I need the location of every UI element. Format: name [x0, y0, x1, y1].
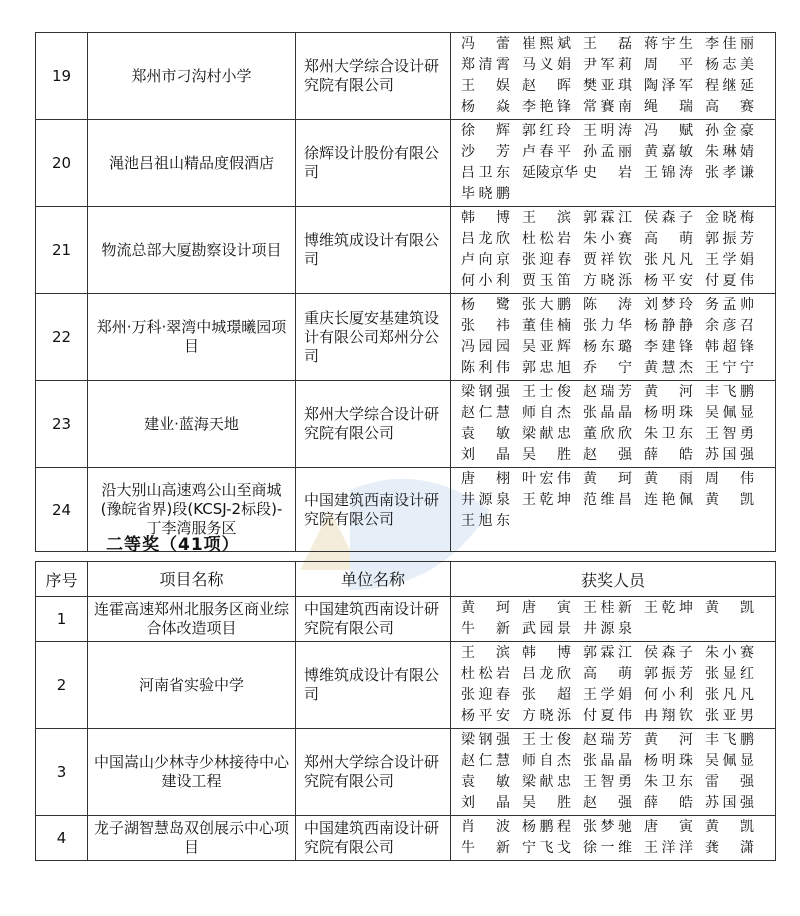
table-row — [36, 597, 776, 642]
person-name: 方晓泺 — [522, 708, 571, 724]
person-name: 何小利 — [461, 273, 510, 289]
person-name: 黄 凯 — [705, 819, 754, 835]
person-name: 张大鹏 — [522, 297, 571, 313]
row-number: 19 — [36, 33, 88, 120]
person-name: 王 滨 — [461, 645, 510, 661]
person-name: 朱小赛 — [705, 645, 754, 661]
person-name: 王学娟 — [705, 252, 754, 268]
person-name: 李佳丽 — [705, 36, 754, 52]
unit-name: 中国建筑西南设计研究院有限公司 — [296, 816, 451, 861]
person-name: 张晶晶 — [583, 405, 632, 421]
person-name: 黄 凯 — [705, 492, 754, 508]
people-grid — [461, 731, 775, 813]
person-name: 张亚男 — [705, 708, 754, 724]
person-name: 叶宏伟 — [522, 471, 571, 487]
row-number: 24 — [36, 468, 88, 552]
person-name: 梁献忠 — [522, 426, 571, 442]
people-grid — [461, 599, 775, 639]
person-name: 赵 强 — [583, 795, 632, 811]
row-number: 3 — [36, 729, 88, 816]
award-people — [451, 381, 776, 468]
person-name: 王锦涛 — [644, 165, 693, 181]
person-name: 王乾坤 — [522, 492, 571, 508]
person-name: 黄 凯 — [705, 600, 754, 616]
person-name: 韩超锋 — [705, 339, 754, 355]
person-name: 王宁宁 — [705, 360, 754, 376]
project-name: 渑池吕祖山精品度假酒店 — [88, 120, 296, 207]
person-name: 黄 雨 — [644, 471, 693, 487]
person-name: 黄慧杰 — [644, 360, 693, 376]
person-name: 杨平安 — [461, 708, 510, 724]
person-name: 吴 胜 — [522, 447, 571, 463]
person-name: 杜松岩 — [522, 231, 571, 247]
person-name: 徐 辉 — [461, 123, 510, 139]
person-name: 唐 寅 — [644, 819, 693, 835]
project-name: 沿大别山高速鸡公山至商城(豫皖省界)段(KCSJ-2标段)-丁李湾服务区 — [88, 468, 296, 552]
person-name: 范维昌 — [583, 492, 632, 508]
person-name: 梁钢强 — [461, 732, 510, 748]
person-name: 丰飞鹏 — [705, 384, 754, 400]
person-name: 卢向京 — [461, 252, 510, 268]
person-name: 陈利伟 — [461, 360, 510, 376]
person-name: 张凡凡 — [705, 687, 754, 703]
person-name: 孙孟丽 — [583, 144, 632, 160]
person-name: 张迎春 — [461, 687, 510, 703]
row-number: 4 — [36, 816, 88, 861]
person-name: 付夏伟 — [583, 708, 632, 724]
person-name: 牛 新 — [461, 840, 510, 856]
people-grid — [461, 818, 775, 858]
people-grid — [461, 383, 775, 465]
person-name: 郭忠旭 — [522, 360, 571, 376]
person-name: 王乾坤 — [644, 600, 693, 616]
person-name: 唐 栩 — [461, 471, 510, 487]
award-people — [451, 294, 776, 381]
table-header-row — [36, 562, 776, 597]
person-name: 刘梦玲 — [644, 297, 693, 313]
person-name: 陶泽军 — [644, 78, 693, 94]
person-name: 毕晓鹏 — [461, 186, 510, 202]
header-no: 序号 — [36, 562, 88, 597]
project-name: 建业·蓝海天地 — [88, 381, 296, 468]
award-people — [451, 729, 776, 816]
people-grid — [461, 35, 775, 117]
person-name: 杨 焱 — [461, 99, 510, 115]
person-name: 贾祥钦 — [583, 252, 632, 268]
person-name: 方晓泺 — [583, 273, 632, 289]
person-name: 井源泉 — [583, 621, 632, 637]
person-name: 王 滨 — [522, 210, 571, 226]
person-name: 孙金豪 — [705, 123, 754, 139]
person-name: 高 萌 — [583, 666, 632, 682]
person-name: 黄 河 — [644, 384, 693, 400]
person-name: 袁 敏 — [461, 426, 510, 442]
person-name: 朱卫东 — [644, 426, 693, 442]
person-name: 杜松岩 — [461, 666, 510, 682]
person-name: 吕卫东 — [461, 165, 510, 181]
award-people — [451, 468, 776, 552]
person-name: 金晓梅 — [705, 210, 754, 226]
person-name: 李建锋 — [644, 339, 693, 355]
person-name: 赵 强 — [583, 447, 632, 463]
person-name: 郭红玲 — [522, 123, 571, 139]
person-name: 董佳楠 — [522, 318, 571, 334]
person-name: 王学娟 — [583, 687, 632, 703]
award-people — [451, 642, 776, 729]
person-name: 刘 晶 — [461, 447, 510, 463]
person-name: 付夏伟 — [705, 273, 754, 289]
header-unit: 单位名称 — [296, 562, 451, 597]
person-name: 井源泉 — [461, 492, 510, 508]
people-grid — [461, 644, 775, 726]
project-name: 连霍高速郑州北服务区商业综合体改造项目 — [88, 597, 296, 642]
person-name: 沙 芳 — [461, 144, 510, 160]
table-row — [36, 642, 776, 729]
person-name: 杨明珠 — [644, 753, 693, 769]
people-grid — [461, 209, 775, 291]
person-name: 宁飞戈 — [522, 840, 571, 856]
person-name: 张孝谦 — [705, 165, 754, 181]
person-name: 连艳佩 — [644, 492, 693, 508]
person-name: 吴佩显 — [705, 753, 754, 769]
person-name: 杨平安 — [644, 273, 693, 289]
award-people — [451, 816, 776, 861]
award-people — [451, 207, 776, 294]
person-name: 余彦召 — [705, 318, 754, 334]
person-name: 徐一维 — [583, 840, 632, 856]
unit-name: 博维筑成设计有限公司 — [296, 642, 451, 729]
person-name: 黄嘉敏 — [644, 144, 693, 160]
person-name: 杨志美 — [705, 57, 754, 73]
person-name: 王洋洋 — [644, 840, 693, 856]
person-name: 史 岩 — [583, 165, 632, 181]
unit-name: 中国建筑西南设计研究院有限公司 — [296, 468, 451, 552]
person-name: 王桂新 — [583, 600, 632, 616]
person-name: 袁 敏 — [461, 774, 510, 790]
person-name: 赵 晖 — [522, 78, 571, 94]
unit-name: 博维筑成设计有限公司 — [296, 207, 451, 294]
person-name: 张迎春 — [522, 252, 571, 268]
person-name: 赵仁慧 — [461, 753, 510, 769]
table-row — [36, 816, 776, 861]
person-name: 杨静静 — [644, 318, 693, 334]
person-name: 杨明珠 — [644, 405, 693, 421]
award-people — [451, 597, 776, 642]
unit-name: 重庆长厦安基建筑设计有限公司郑州分公司 — [296, 294, 451, 381]
person-name: 冯园园 — [461, 339, 510, 355]
person-name: 吴佩显 — [705, 405, 754, 421]
person-name: 杨鹏程 — [522, 819, 571, 835]
row-number: 22 — [36, 294, 88, 381]
person-name: 王明涛 — [583, 123, 632, 139]
unit-name: 郑州大学综合设计研究院有限公司 — [296, 33, 451, 120]
person-name: 杨 鹭 — [461, 297, 510, 313]
person-name: 薛 皓 — [644, 447, 693, 463]
person-name: 武园景 — [522, 621, 571, 637]
person-name: 韩 博 — [522, 645, 571, 661]
person-name: 梁钢强 — [461, 384, 510, 400]
person-name: 何小利 — [644, 687, 693, 703]
person-name: 董欣欣 — [583, 426, 632, 442]
person-name: 贾玉笛 — [522, 273, 571, 289]
person-name: 张梦驰 — [583, 819, 632, 835]
person-name: 刘 晶 — [461, 795, 510, 811]
person-name: 张力华 — [583, 318, 632, 334]
person-name: 李艳锋 — [522, 99, 571, 115]
person-name: 吕龙欣 — [522, 666, 571, 682]
person-name: 苏国强 — [705, 447, 754, 463]
unit-name: 徐辉设计股份有限公司 — [296, 120, 451, 207]
unit-name: 郑州大学综合设计研究院有限公司 — [296, 729, 451, 816]
person-name: 苏国强 — [705, 795, 754, 811]
person-name: 黄 珂 — [583, 471, 632, 487]
table-row — [36, 729, 776, 816]
person-name: 务孟帅 — [705, 297, 754, 313]
row-number: 21 — [36, 207, 88, 294]
person-name: 吕龙欣 — [461, 231, 510, 247]
table-row — [36, 33, 776, 120]
person-name: 郭霖江 — [583, 210, 632, 226]
person-name: 杨东璐 — [583, 339, 632, 355]
person-name: 尹军莉 — [583, 57, 632, 73]
person-name: 王士俊 — [522, 732, 571, 748]
project-name: 郑州·万科·翠湾中城璟曦园项目 — [88, 294, 296, 381]
person-name: 陈 涛 — [583, 297, 632, 313]
person-name: 高 萌 — [644, 231, 693, 247]
person-name: 黄 珂 — [461, 600, 510, 616]
person-name: 王 娱 — [461, 78, 510, 94]
row-number: 23 — [36, 381, 88, 468]
person-name: 龚 潇 — [705, 840, 754, 856]
awards-table-first-prize — [35, 32, 776, 552]
person-name: 张 超 — [522, 687, 571, 703]
awards-table-second-prize — [35, 561, 776, 861]
person-name: 师自杰 — [522, 405, 571, 421]
table-row — [36, 294, 776, 381]
project-name: 中国嵩山少林寺少林接待中心建设工程 — [88, 729, 296, 816]
person-name: 郭振芳 — [644, 666, 693, 682]
person-name: 王士俊 — [522, 384, 571, 400]
person-name: 薛 皓 — [644, 795, 693, 811]
person-name: 冯 赋 — [644, 123, 693, 139]
person-name: 吴亚辉 — [522, 339, 571, 355]
person-name: 赵仁慧 — [461, 405, 510, 421]
person-name: 张显红 — [705, 666, 754, 682]
award-people — [451, 33, 776, 120]
person-name: 侯森子 — [644, 645, 693, 661]
person-name: 赵瑞芳 — [583, 384, 632, 400]
header-people: 获奖人员 — [451, 562, 776, 597]
row-number: 2 — [36, 642, 88, 729]
people-grid — [461, 122, 775, 204]
person-name: 高 赛 — [705, 99, 754, 115]
person-name: 常賽南 — [583, 99, 632, 115]
person-name: 马义娟 — [522, 57, 571, 73]
person-name: 郭霖江 — [583, 645, 632, 661]
person-name: 韩 博 — [461, 210, 510, 226]
person-name: 赵瑞芳 — [583, 732, 632, 748]
person-name: 雷 强 — [705, 774, 754, 790]
person-name: 王 磊 — [583, 36, 632, 52]
person-name: 吴 胜 — [522, 795, 571, 811]
table-row — [36, 381, 776, 468]
person-name: 卢春平 — [522, 144, 571, 160]
person-name: 黄 河 — [644, 732, 693, 748]
person-name: 朱小赛 — [583, 231, 632, 247]
section-title-second-prize: 二等奖（41项） — [106, 535, 240, 555]
person-name: 张 祎 — [461, 318, 510, 334]
table-row — [36, 207, 776, 294]
person-name: 肖 波 — [461, 819, 510, 835]
people-grid — [461, 296, 775, 378]
person-name: 樊亚琪 — [583, 78, 632, 94]
person-name: 蒋宇生 — [644, 36, 693, 52]
person-name: 师自杰 — [522, 753, 571, 769]
project-name: 郑州市刁沟村小学 — [88, 33, 296, 120]
person-name: 程继延 — [705, 78, 754, 94]
person-name: 王智勇 — [705, 426, 754, 442]
person-name: 冯 蕾 — [461, 36, 510, 52]
row-number: 20 — [36, 120, 88, 207]
person-name: 张凡凡 — [644, 252, 693, 268]
project-name: 物流总部大厦勘察设计项目 — [88, 207, 296, 294]
person-name: 周 伟 — [705, 471, 754, 487]
row-number: 1 — [36, 597, 88, 642]
person-name: 丰飞鹏 — [705, 732, 754, 748]
person-name: 周 平 — [644, 57, 693, 73]
person-name: 郭振芳 — [705, 231, 754, 247]
person-name: 冉翔钦 — [644, 708, 693, 724]
person-name: 乔 宁 — [583, 360, 632, 376]
person-name: 绳 瑞 — [644, 99, 693, 115]
project-name: 河南省实验中学 — [88, 642, 296, 729]
people-grid — [461, 470, 775, 531]
unit-name: 郑州大学综合设计研究院有限公司 — [296, 381, 451, 468]
person-name: 崔熙斌 — [522, 36, 571, 52]
person-name: 梁献忠 — [522, 774, 571, 790]
unit-name: 中国建筑西南设计研究院有限公司 — [296, 597, 451, 642]
person-name: 侯森子 — [644, 210, 693, 226]
person-name: 王旭东 — [461, 513, 510, 529]
person-name: 王智勇 — [583, 774, 632, 790]
header-project: 项目名称 — [88, 562, 296, 597]
person-name: 张晶晶 — [583, 753, 632, 769]
person-name: 朱琳婧 — [705, 144, 754, 160]
person-name: 牛 新 — [461, 621, 510, 637]
person-name: 唐 寅 — [522, 600, 571, 616]
project-name: 龙子湖智慧岛双创展示中心项目 — [88, 816, 296, 861]
award-people — [451, 120, 776, 207]
person-name: 延陵京华 — [522, 165, 578, 181]
person-name: 郑清霄 — [461, 57, 510, 73]
person-name: 朱卫东 — [644, 774, 693, 790]
table-row — [36, 120, 776, 207]
